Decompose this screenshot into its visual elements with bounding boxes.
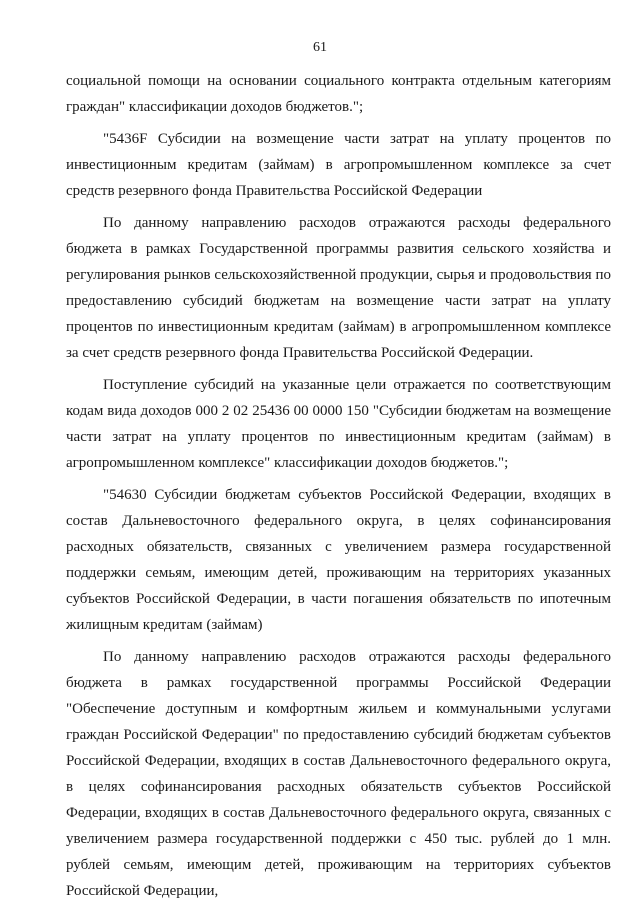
- paragraph-continuation: социальной помощи на основании социального контракта отдельным категориям граждан" классификации доходов бюджетов.";: [66, 73, 611, 115]
- paragraph-54630-title: "54630 Субсидии бюджетам субъектов Российской Федерации, входящих в состав Дальневосточного федерального округа, в целях софинансирования расходных обязательств, связанных с увеличением размера государственной поддержки семьям, имеющим детей, проживающим на территориях указанных субъектов Российской Федерации, в части погашения обязательств по ипотечным жилищным кредитам (займам): [66, 487, 611, 633]
- paragraph-5436f-revenue-code: Поступление субсидий на указанные цели отражается по соответствующим кодам вида доходов 000 2 02 25436 00 0000 150 "Субсидии бюджетам на возмещение части затрат на уплату процентов по инвестиционным кредитам (займам) в агропромышленном комплексе" классификации доходов бюджетов.";: [66, 377, 611, 471]
- paragraph-5436f-description: По данному направлению расходов отражаются расходы федерального бюджета в рамках Государственной программы развития сельского хозяйства и регулирования рынков сельскохозяйственной продукции, сырья и продовольствия по предоставлению субсидий бюджетам на возмещение части затрат на уплату процентов по инвестиционным кредитам (займам) в агропромышленном комплексе за счет средств резервного фонда Правительства Российской Федерации.: [66, 215, 611, 361]
- page-number: 61: [313, 40, 327, 55]
- document-body: [66, 68, 611, 904]
- paragraph-54630-description: По данному направлению расходов отражаются расходы федерального бюджета в рамках государственной программы Российской Федерации "Обеспечение доступным и комфортным жильем и коммунальными услугами граждан Российской Федерации" по предоставлению субсидий бюджетам субъектов Российской Федерации, входящих в состав Дальневосточного федерального округа, в целях софинансирования расходных обязательств субъектов Российской Федерации, входящих в состав Дальневосточного федерального округа, связанных с увеличением размера государственной поддержки с 450 тыс. рублей до 1 млн. рублей семьям, имеющим детей, проживающим на территориях субъектов Российской Федерации,: [66, 649, 611, 899]
- paragraph-5436f-title: "5436F Субсидии на возмещение части затрат на уплату процентов по инвестиционным кредитам (займам) в агропромышленном комплексе за счет средств резервного фонда Правительства Российской Федерации: [66, 131, 611, 199]
